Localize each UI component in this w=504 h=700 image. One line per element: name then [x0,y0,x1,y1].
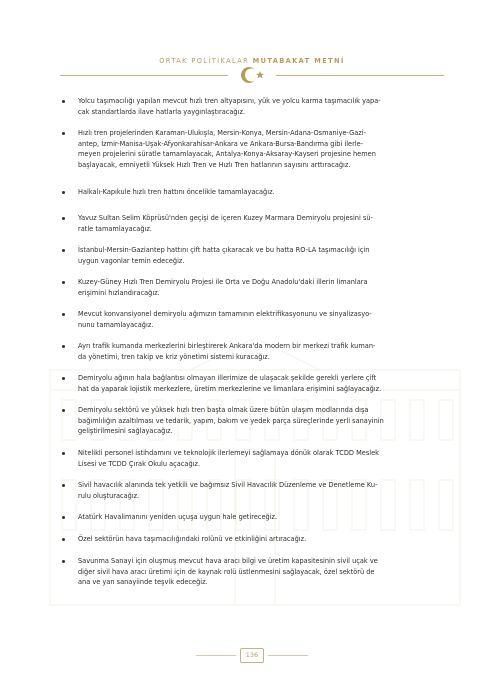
list-item [58,213,466,234]
page-number-line-right [268,655,308,656]
list-item-line: Demiryolu sektörü ve yüksek hızlı tren başta olmak üzere bütün ulaşım modlarında dışa [78,406,369,414]
list-item [58,534,466,545]
list-item-line: Yavuz Sultan Selim Köprüsü'nden geçişi de içeren Kuzey Marmara Demiryolu projesini sü- [78,214,373,222]
list-item-line: bağımlılığın azaltılması ve tedarik, yapım, bakım ve yedek parça süreçlerinde yerli sanayinin [78,416,384,425]
list-item-line: Halkalı-Kapıkule hızlı tren hattını öncelikle tamamlayacağız. [78,188,275,196]
bullet-dot-icon [62,409,65,412]
bullet-dot-icon [62,345,65,348]
list-item [58,277,466,298]
list-item [58,341,466,362]
list-item-line: rulu oluşturacağız. [78,491,140,500]
list-item-line: Nitelikli personel istihdamını ve teknolojik ilerlemeyi sağlamaya dönük olarak TCDD Meslek [78,449,379,457]
header-title-regular: ORTAK POLİTİKALAR [159,57,250,65]
list-item [58,448,466,469]
ornament-line-right [276,75,444,76]
list-item-line: Lisesi ve TCDD Çırak Okulu açacağız. [78,459,201,468]
list-item [58,309,466,330]
list-item-line: Hızlı tren projelerinden Karaman-Ulukışla, Mersin-Konya, Mersin-Adana-Osmaniye-Gazi- [78,129,366,137]
list-item-line: Atatürk Havalimanını yeniden uçuşa uygun hale getireceğiz. [78,513,278,521]
list-item-line: Özel sektörün hava taşımacılığındaki rolünü ve etkinliğini artıracağız. [78,535,307,543]
bullet-dot-icon [62,377,65,380]
list-item [58,480,466,501]
bullet-dot-icon [62,281,65,284]
list-item-line: başlayacak, emniyetli Yüksek Hızlı Tren ve Hızlı Tren hatlarının sayısını arttıracağız. [78,161,351,170]
list-item-line: meyen projelerini süratle tamamlayacak, Antalya-Konya-Aksaray-Kayseri projesine hemen [78,150,376,159]
list-item [58,405,466,437]
crescent-star-icon [238,64,268,86]
list-item [58,556,466,588]
list-item-line: Mevcut konvansiyonel demiryolu ağımızın tamamının elektrifikasyonunu ve sinyalizasyo- [78,310,372,318]
list-item-line: cak standartlarda ilave hatlarla yaygınlaştıracağız. [78,107,246,116]
list-item [58,512,466,523]
list-item-line: nunu tamamlayacağız. [78,320,154,329]
list-item-line: Savunma Sanayi için oluşmuş mevcut hava aracı bilgi ve üretim kapasitesinin sivil uçak ve [78,557,378,565]
ornament-line-left [60,75,228,76]
bullet-dot-icon [62,452,65,455]
list-item [58,128,466,171]
bullet-dot-icon [62,100,65,103]
list-item-line: Kuzey-Güney Hızlı Tren Demiryolu Projesi ile Orta ve Doğu Anadolu'daki illerin limanlara [78,278,368,286]
list-item-line: erişimini hızlandıracağız. [78,288,160,297]
list-item [58,245,466,266]
bullet-dot-icon [62,484,65,487]
list-item-line: antep, İzmir-Manisa-Uşak-Afyonkarahisar-Ankara ve Ankara-Bursa-Bandırma gibi ilerle- [78,139,364,148]
list-item-line: diğer sivil hava aracı üretimi için de kaynak rolü üstlenmesini sağlayacak, özel sektörü de [78,567,375,576]
header-ornament [60,64,444,86]
header-title-bold: MUTABAKAT METNİ [252,57,345,65]
page-number-line-left [196,655,236,656]
list-item-line: geliştirilmesini sağlayacağız. [78,427,173,436]
list-item-line: Yolcu taşımacılığı yapılan mevcut hızlı tren altyapısını, yük ve yolcu karma taşımacılık yapa- [78,97,381,105]
list-item-line: İstanbul-Mersin-Gaziantep hattını çift hatta çıkaracak ve bu hatta RO-LA taşımacılığı için [78,246,370,254]
bullet-dot-icon [62,217,65,220]
list-item-line: ratle tamamlayacağız. [78,224,152,233]
bullet-dot-icon [62,516,65,519]
list-item-line: Ayrı trafik kumanda merkezlerini birleştirerek Ankara'da modern bir merkezi trafik kuman- [78,342,376,350]
bullet-dot-icon [62,132,65,135]
list-item-line: ana ve yan sanayiinde teşvik edeceğiz. [78,578,208,587]
list-item-line: Demiryolu ağının hala bağlantısı olmayan illerimize de ulaşacak şekilde gerekli yerlere çift [78,374,377,382]
bullet-dot-icon [62,313,65,316]
list-item [58,187,466,198]
list-item [58,96,466,117]
page-number: 136 [240,648,264,663]
list-item [58,373,466,394]
list-item-line: Sivil havacılık alanında tek yetkili ve bağımsız Sivil Havacılık Düzenleme ve Denetleme Ku- [78,481,378,489]
bullet-dot-icon [62,191,65,194]
bullet-dot-icon [62,560,65,563]
bullet-dot-icon [62,249,65,252]
list-item-line: hat da yaparak lojistik merkezlere, üretim merkezlerine ve limanlara erişimini sağlayacağız. [78,384,382,393]
list-item-line: da yönetimi, tren takip ve kriz yönetimi sistemi kuracağız. [78,352,270,361]
list-item-line: uygun vagonlar temin edeceğiz. [78,256,185,265]
bullet-dot-icon [62,538,65,541]
